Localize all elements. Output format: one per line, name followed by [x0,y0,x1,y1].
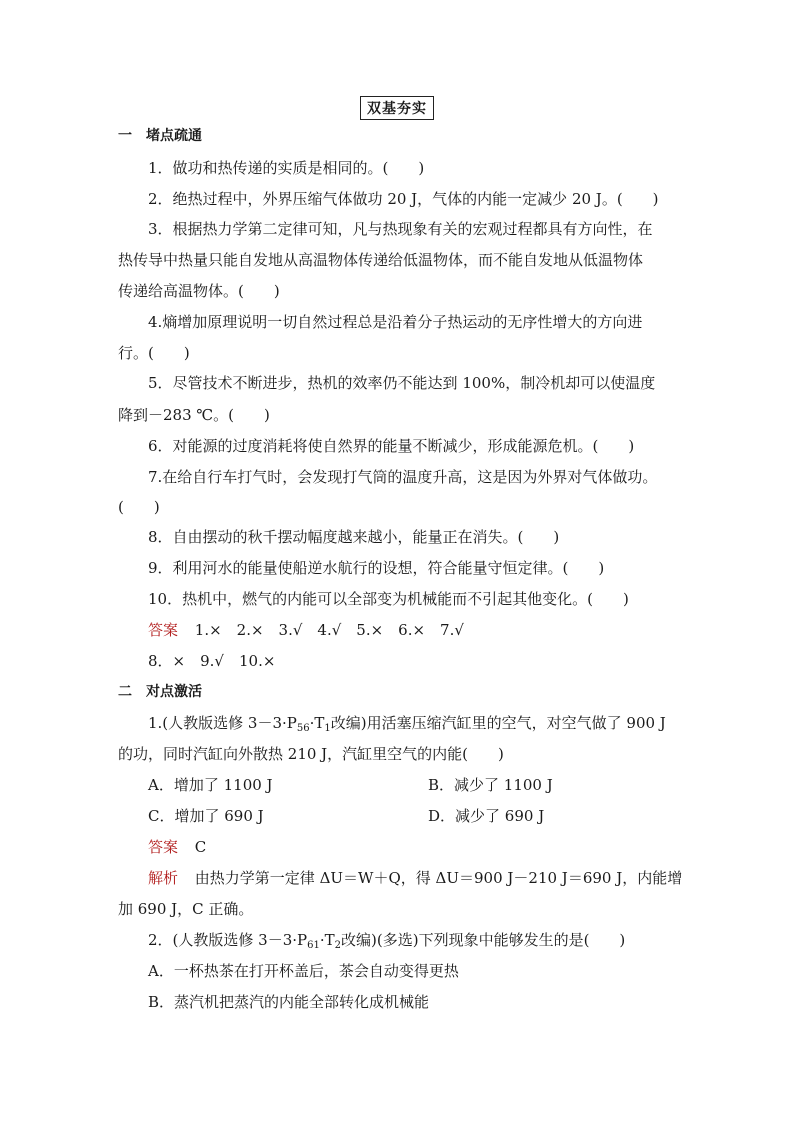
question-5-line-1: 5．尽管技术不断进步，热机的效率仍不能达到 100%，制冷机却可以使温度 [148,374,656,392]
question-4-line-2: 行。( ) [118,344,190,362]
problem-1-stem: 改编)用活塞压缩汽缸里的空气，对空气做了 900 J [330,714,666,732]
problem-1-task-sub: 1 [324,723,331,734]
problem-2-source-a: 2．(人教版选修 3－3·P [148,931,308,949]
problem-1-line-1 [148,713,666,739]
problem-1-analysis-text: 由热力学第一定律 ΔU＝W＋Q，得 ΔU＝900 J－210 J＝690 J，内能增 [194,869,683,887]
answer-line-1 [148,620,464,640]
problem-1-option-c: C．增加了 690 J [148,807,264,825]
problem-2-line-1 [148,930,625,956]
problem-1-answer [148,837,206,857]
problem-1-line-2: 的功，同时汽缸向外散热 210 J，汽缸里空气的内能( ) [118,745,504,763]
question-7-line-1: 7.在给自行车打气时，会发现打气筒的温度升高，这是因为外界对气体做功。 [148,468,658,486]
question-3-line-1: 3．根据热力学第二定律可知，凡与热现象有关的宏观过程都具有方向性，在 [148,220,653,238]
question-1: 1．做功和热传递的实质是相同的。( ) [148,159,425,177]
question-5-line-2: 降到－283 ℃。( ) [118,406,270,424]
title-container [0,96,794,120]
question-6: 6．对能源的过度消耗将使自然界的能量不断减少，形成能源危机。( ) [148,437,635,455]
page-title: 双基夯实 [360,96,434,120]
question-7-line-2: ( ) [118,498,160,516]
question-9: 9．利用河水的能量使船逆水航行的设想，符合能量守恒定律。( ) [148,559,605,577]
problem-2-stem: 改编)(多选)下列现象中能够发生的是( ) [341,931,626,949]
problem-2-option-b: B．蒸汽机把蒸汽的内能全部转化成机械能 [148,993,430,1011]
problem-2-option-a: A．一杯热茶在打开杯盖后，茶会自动变得更热 [148,962,459,980]
problem-2-task-sub: 2 [334,940,342,951]
question-3-line-3: 传递给高温物体。( ) [118,282,280,300]
question-10: 10．热机中，燃气的内能可以全部变为机械能而不引起其他变化。( ) [148,590,629,608]
section2-heading: 二 对点激活 [118,684,202,700]
question-2: 2．绝热过程中，外界压缩气体做功 20 J，气体的内能一定减少 20 J。( ) [148,190,659,208]
problem-1-option-a: A．增加了 1100 J [148,776,273,794]
problem-2-page-sub: 61 [307,940,320,951]
question-4-line-1: 4.熵增加原理说明一切自然过程总是沿着分子热运动的无序性增大的方向进 [148,313,643,331]
problem-1-source-a: 1.(人教版选修 3－3·P [148,714,297,732]
problem-1-analysis-label: 解析 [148,869,179,887]
question-8: 8．自由摆动的秋千摆动幅度越来越小，能量正在消失。( ) [148,528,560,546]
problem-1-option-d: D．减少了 690 J [428,807,545,825]
answer-values-1: 1.× 2.× 3.√ 4.√ 5.× 6.× 7.√ [194,621,464,639]
question-3-line-2: 热传导中热量只能自发地从高温物体传递给低温物体，而不能自发地从低温物体 [118,251,644,269]
problem-1-answer-value: C [194,838,207,856]
problem-1-option-b: B．减少了 1100 J [428,776,553,794]
problem-1-answer-label: 答案 [148,838,179,856]
problem-1-page-sub: 56 [296,723,310,734]
problem-1-source-b: ·T [309,714,325,732]
answer-label: 答案 [148,621,179,639]
problem-1-analysis-line-2: 加 690 J，C 正确。 [118,900,254,918]
problem-1-analysis-line-1 [148,868,682,888]
answer-line-2: 8．× 9.√ 10.× [148,652,276,670]
section1-heading: 一 堵点疏通 [118,128,202,144]
problem-2-source-b: ·T [319,931,335,949]
